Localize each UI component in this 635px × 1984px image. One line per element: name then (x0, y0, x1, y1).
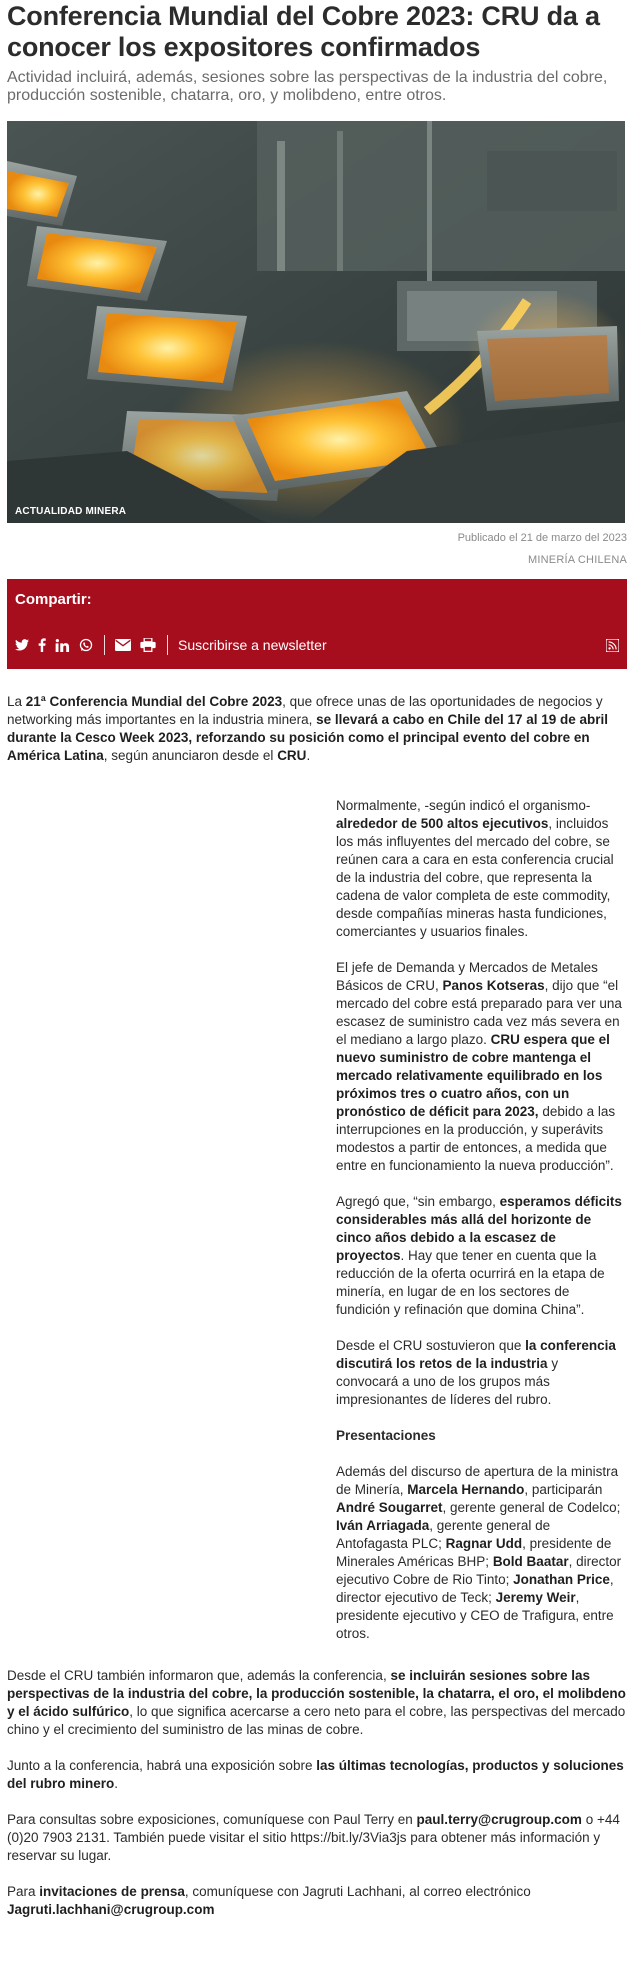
article-category[interactable]: MINERÍA CHILENA (528, 554, 627, 566)
image-caption: ACTUALIDAD MINERA (15, 506, 127, 517)
email-link-paul-terry[interactable]: paul.terry@crugroup.com (416, 1812, 582, 1827)
paragraph-exhibitor-contact: Para consultas sobre exposiciones, comuníquese con Paul Terry en paul.terry@crugroup.com o +44 (0)20 7903 2131. También puede visitar el sitio https://bit.ly/3Via3js para obtener más información y reservar su lugar. (7, 1812, 620, 1863)
newsletter-link[interactable]: Suscribirse a newsletter (178, 637, 327, 653)
paragraph-exhibition: Junto a la conferencia, habrá una exposición sobre las últimas tecnologías, productos y soluciones del rubro minero. (7, 1758, 624, 1791)
email-link-jagruti[interactable]: Jagruti.lachhani@crugroup.com (7, 1902, 215, 1917)
paragraph-kotseras: El jefe de Demanda y Mercados de Metales Básicos de CRU, Panos Kotseras, dijo que “el mercado del cobre está preparado para ver una escasez de suministro cada vez más severa en el mediano a largo plazo. CRU espera que el nuevo suministro de cobre mantenga el mercado relativamente equilibrado en los próximos tres o cuatro años, con un pronóstico de déficit para 2023, debido a las interrupciones en la producción, y superávits modestos a partir de entonces, a medida que entre en funcionamiento la nueva producción”. (336, 960, 622, 1173)
section-heading-presentaciones: Presentaciones (336, 1428, 436, 1443)
article-title: Conferencia Mundial del Cobre 2023: CRU da a conocer los expositores confirmados (7, 1, 600, 62)
publish-date: Publicado el 21 de marzo del 2023 (457, 532, 627, 544)
paragraph-challenges: Desde el CRU sostuvieron que la conferencia discutirá los retos de la industria y convocará a uno de los grupos más impresionantes de líderes del rubro. (336, 1338, 616, 1407)
lead-paragraph: La 21ª Conferencia Mundial del Cobre 2023, que ofrece unas de las oportunidades de negocios y networking más importantes en la industria minera, se llevará a cabo en Chile del 17 al 19 de abril durante la Cesco Week 2023, reforzando su posición como el principal evento del cobre en América Latina, según anunciaron desde el CRU. (7, 694, 609, 763)
email-icon[interactable] (115, 636, 131, 654)
hero-image (7, 121, 625, 523)
share-divider (167, 635, 168, 655)
paragraph-executives: Normalmente, -según indicó el organismo- alrededor de 500 altos ejecutivos, incluidos los más influyentes del mercado del cobre, se reúnen cara a cara en esta conferencia crucial de la industria del cobre, que representa la cadena de valor completa de este commodity, desde compañías mineras hasta fundiciones, comerciantes y usuarios finales. (336, 798, 614, 939)
share-bar (7, 579, 627, 669)
article-meta (7, 531, 627, 567)
share-divider (104, 635, 105, 655)
copper-smelter-photo (7, 121, 625, 523)
paragraph-press-contact: Para invitaciones de prensa, comuníquese con Jagruti Lachhani, al correo electrónico Jagruti.lachhani@crugroup.com (7, 1884, 531, 1917)
twitter-icon[interactable] (15, 636, 29, 654)
rss-icon[interactable] (606, 636, 619, 654)
paragraph-deficits: Agregó que, “sin embargo, esperamos déficits considerables más allá del horizonte de cinco años debido a la escasez de proyectos. Hay que tener en cuenta que la reducción de la oferta ocurrirá en la etapa de minería, en lugar de en los sectores de fundición y refinación que domina China”. (336, 1194, 622, 1317)
right-column (336, 797, 624, 1643)
facebook-icon[interactable] (38, 636, 46, 654)
print-icon[interactable] (140, 636, 156, 654)
paragraph-speakers: Además del discurso de apertura de la ministra de Minería, Marcela Hernando, participarán André Sougarret, gerente general de Codelco; Iván Arriagada, gerente general de Antofagasta PLC; Ragnar Udd, presidente de Minerales Américas BHP; Bold Baatar, director ejecutivo Cobre de Rio Tinto; Jonathan Price, director ejecutivo de Teck; Jeremy Weir, presidente ejecutivo y CEO de Trafigura, entre otros. (336, 1464, 622, 1641)
linkedin-icon[interactable] (55, 636, 70, 654)
share-label: Compartir: (15, 591, 92, 608)
paragraph-sessions: Desde el CRU también informaron que, además la conferencia, se incluirán sesiones sobre las perspectivas de la industria del cobre, la producción sostenible, la chatarra, el oro, el molibdeno y el ácido sulfúrico, lo que significa acercarse a cero neto para el cobre, las perspectivas del mercado chino y el crecimiento del suministro de las minas de cobre. (7, 1668, 626, 1737)
share-actions (15, 635, 619, 655)
article-subtitle: Actividad incluirá, además, sesiones sobre las perspectivas de la industria del cobre, producción sostenible, chatarra, oro, y molibdeno, entre otros. (7, 69, 608, 104)
whatsapp-icon[interactable] (79, 636, 93, 654)
